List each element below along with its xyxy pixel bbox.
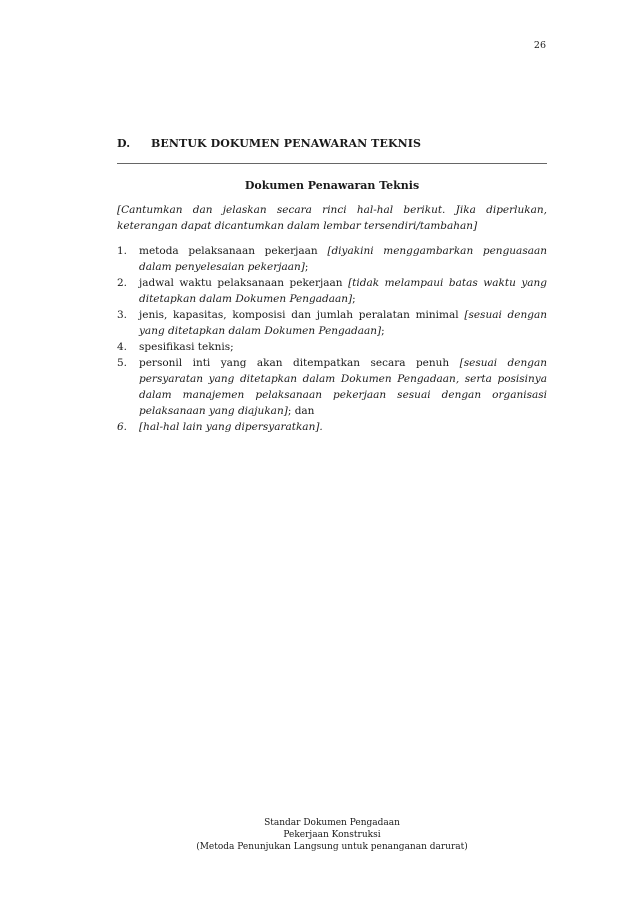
item-number: 3. [117,309,128,321]
requirements-list [117,243,547,435]
item-note: [tidak melampaui batas waktu yang ditetapkan dalam Dokumen Pengadaan] [139,277,547,305]
section-title: BENTUK DOKUMEN PENAWARAN TEKNIS [151,137,422,150]
item-number: 2. [117,277,128,289]
list-item [117,339,547,355]
footer-line: Standar Dokumen Pengadaan [264,818,400,828]
item-note: [hal-hal lain yang dipersyaratkan]. [139,421,323,433]
item-note: [sesuai dengan persyaratan yang ditetapkan dalam Dokumen Pengadaan, serta posisinya dalam manajemen pelaksanaan pekerjaan sesuai dengan organisasi pelaksanaan yang diajukan] [139,357,548,417]
item-note: [sesuai dengan yang ditetapkan dalam Dokumen Pengadaan] [139,309,547,337]
list-item [117,419,547,435]
item-tail: ; dan [287,405,315,417]
item-note: [diyakini menggambarkan penguasaan dalam penyelesaian pekerjaan] [139,245,547,273]
item-text: spesifikasi teknis; [139,341,234,353]
page-number: 26 [533,40,546,51]
item-text: personil inti yang akan ditempatkan secara penuh [139,357,460,369]
intro-note: [Cantumkan dan jelaskan secara rinci hal-hal berikut. Jika diperlukan, keterangan dapat dicantumkan dalam lembar tersendiri/tambahan] [117,204,547,232]
item-text: jenis, kapasitas, komposisi dan jumlah peralatan minimal [139,309,465,321]
document-title: Dokumen Penawaran Teknis [244,179,420,192]
item-text: jadwal waktu pelaksanaan pekerjaan [139,277,349,289]
page-footer [117,817,547,853]
item-tail: ; [381,325,385,337]
item-tail: ; [352,293,356,305]
footer-line: (Metoda Penunjukan Langsung untuk penanganan darurat) [196,842,468,852]
item-number: 6. [117,421,128,433]
item-tail: ; [304,261,309,273]
heading-divider [117,163,547,164]
footer-line: Pekerjaan Konstruksi [283,830,381,840]
item-number: 4. [117,341,128,353]
item-number: 1. [117,245,128,257]
list-item [117,355,547,419]
list-item [117,243,547,275]
section-heading [117,137,547,150]
list-item [117,275,547,307]
section-letter: D. [117,137,131,150]
item-number: 5. [117,357,128,369]
item-text: metoda pelaksanaan pekerjaan [139,245,328,257]
list-item [117,307,547,339]
